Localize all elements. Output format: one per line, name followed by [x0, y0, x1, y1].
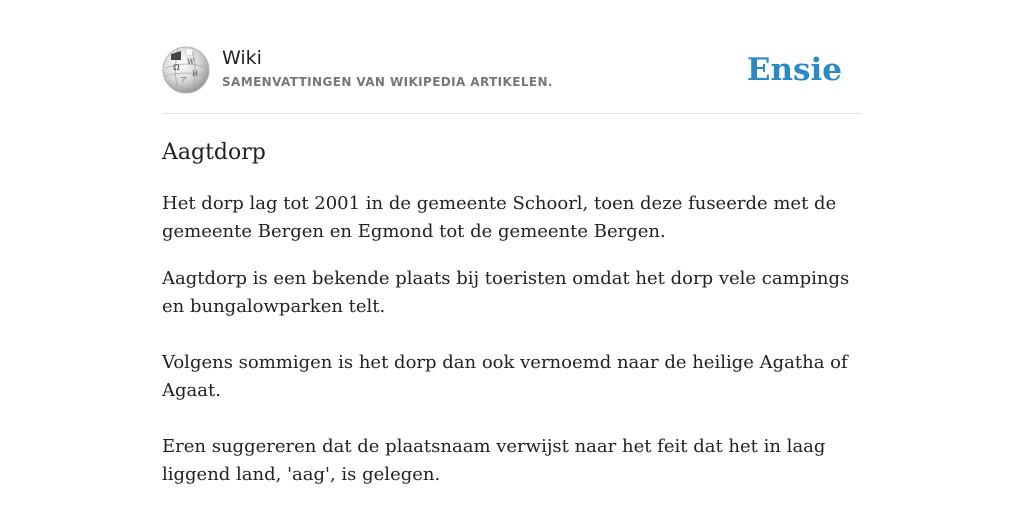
- header-divider: [162, 113, 862, 114]
- site-name[interactable]: Wiki: [222, 47, 262, 69]
- article-title: Aagtdorp: [162, 140, 266, 165]
- svg-text:И: И: [192, 70, 199, 78]
- site-header: [162, 46, 862, 98]
- svg-text:W: W: [187, 58, 195, 66]
- svg-text:ア: ア: [180, 76, 187, 84]
- article-paragraph: Aagtdorp is een bekende plaats bij toeristen omdat het dorp vele campings en bungalowparken telt.: [162, 268, 850, 317]
- article-paragraph: Eren suggereren dat de plaatsnaam verwijst naar het feit dat het in laag liggend land, 'aag', is gelegen.: [162, 436, 826, 485]
- ensie-logo[interactable]: Ensie: [746, 52, 842, 88]
- article-body: [162, 190, 862, 489]
- svg-text:Ω: Ω: [173, 63, 180, 72]
- article-paragraph: Volgens sommigen is het dorp dan ook vernoemd naar de heilige Agatha of Agaat.: [162, 352, 848, 401]
- article-paragraph: Het dorp lag tot 2001 in de gemeente Schoorl, toen deze fuseerde met de gemeente Bergen en Egmond tot de gemeente Bergen.: [162, 193, 837, 242]
- wikipedia-globe-icon[interactable]: [162, 46, 210, 94]
- site-tagline: SAMENVATTINGEN VAN WIKIPEDIA ARTIKELEN.: [222, 75, 553, 89]
